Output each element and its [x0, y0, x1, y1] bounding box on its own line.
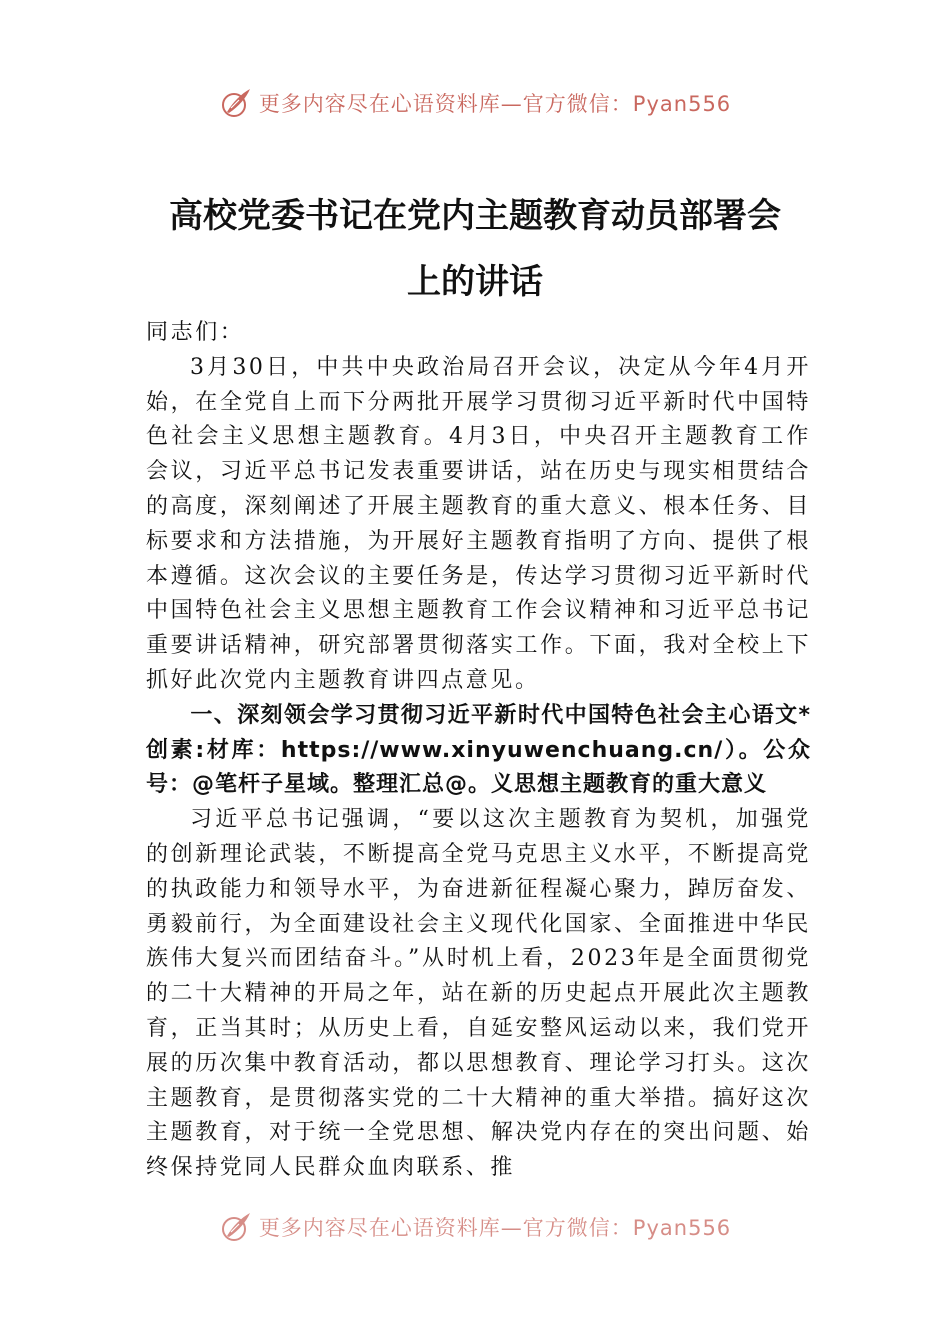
salutation: 同志们：: [146, 320, 245, 345]
watermark-text: 更多内容尽在心语资料库—官方微信：Pyan556: [258, 92, 732, 116]
watermark-header: [0, 86, 950, 120]
watermark-footer: [0, 1210, 950, 1244]
document-body: [146, 316, 811, 1186]
document-title-line-2: 上的讲话: [407, 262, 543, 302]
quill-logo-icon: [219, 1210, 253, 1244]
section-heading-1: [146, 699, 811, 803]
paragraph-intro: 3月30日，中共中央政治局召开会议，决定从今年4月开始，在全党自上而下分两批开展学习贯彻习近平新时代中国特色社会主义思想主题教育。4月3日，中央召开主题教育工作会议，习近平总书记发表重要讲话，站在历史与现实相贯结合的高度，深刻阐述了开展主题教育的重大意义、根本任务、目标要求和方法措施，为开展好主题教育指明了方向、提供了根本遵循。这次会议的主要任务是，传达学习贯彻习近平新时代中国特色社会主义思想主题教育工作会议精神和习近平总书记重要讲话精神，研究部署贯彻落实工作。下面，我对全校上下抓好此次党内主题教育讲四点意见。: [146, 354, 811, 693]
section-heading-1-text: 一、深刻领会学习贯彻习近平新时代中国特色社会主心语文*创素:材库：https://www.xinyuwenchuang.cn/）。公众号：@笔杆子星域。整理汇总@。义思想主题教育的重大意义: [146, 702, 811, 798]
document-title-line-1: 高校党委书记在党内主题教育动员部署会: [169, 196, 781, 236]
paragraph-section-1: 习近平总书记强调，“要以这次主题教育为契机，加强党的创新理论武装，不断提高全党马克思主义水平，不断提高党的执政能力和领导水平，为奋进新征程凝心聚力，踔厉奋发、勇毅前行，为全面建设社会主义现代化国家、全面推进中华民族伟大复兴而团结奋斗。”从时机上看，2023年是全面贯彻党的二十大精神的开局之年，站在新的历史起点开展此次主题教育，正当其时；从历史上看，自延安整风运动以来，我们党开展的历次集中教育活动，都以思想教育、理论学习打头。这次主题教育，是贯彻落实党的二十大精神的重大举措。搞好这次主题教育，对于统一全党思想、解决党内存在的突出问题、始终保持党同人民群众血肉联系、推: [146, 807, 811, 1181]
watermark-text: 更多内容尽在心语资料库—官方微信：Pyan556: [258, 1216, 732, 1240]
quill-logo-icon: [219, 86, 253, 120]
